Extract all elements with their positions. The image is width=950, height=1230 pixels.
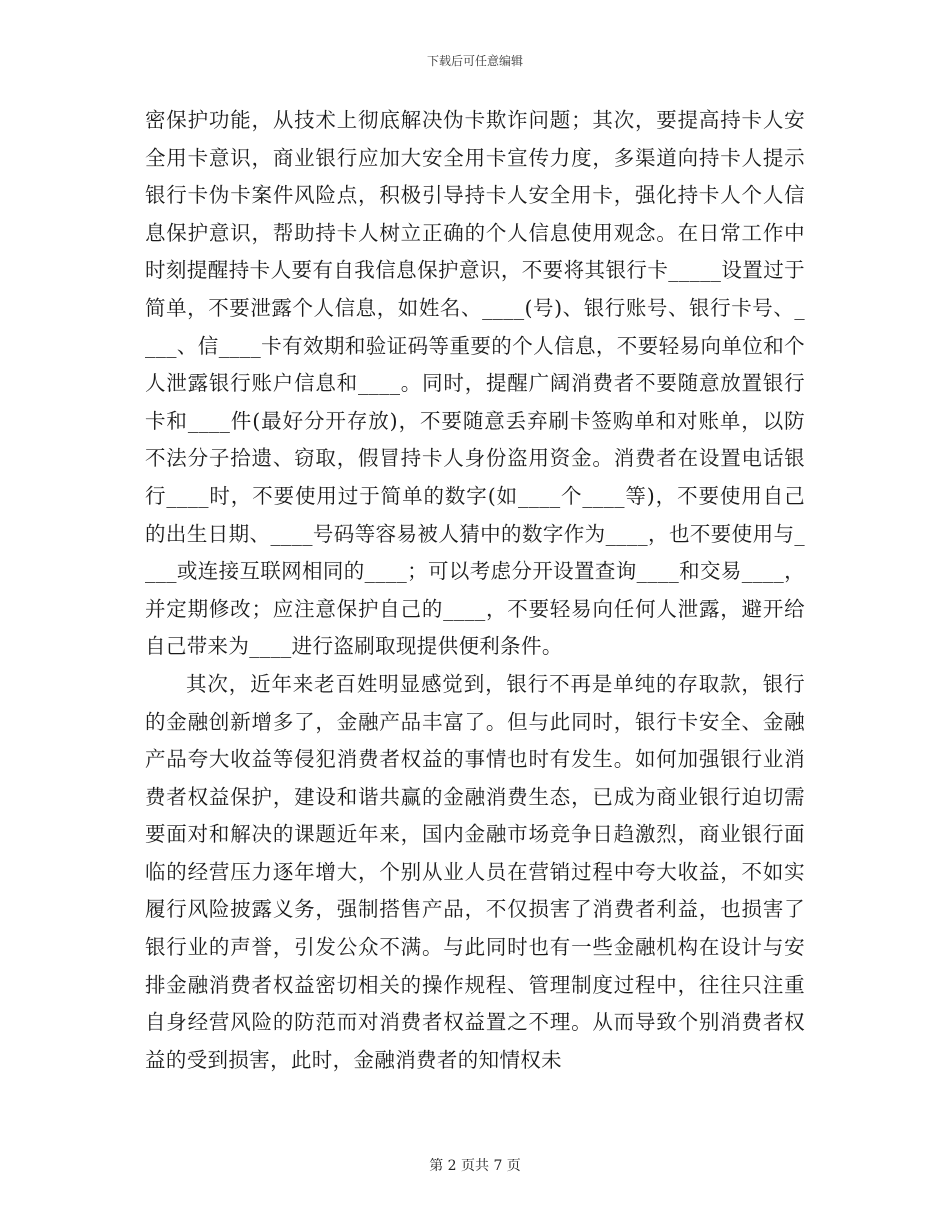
body-paragraph: 其次，近年来老百姓明显感觉到，银行不再是单纯的存取款，银行的金融创新增多了，金融产品丰富了。但与此同时，银行卡安全、金融产品夸大收益等侵犯消费者权益的事情也时有发生。如何加强银行业消费者权益保护，建设和谐共赢的金融消费生态，已成为商业银行迫切需要面对和解决的课题近年来，国内金融市场竞争日趋激烈，商业银行面临的经营压力逐年增大，个别从业人员在营销过程中夸大收益，不如实履行风险披露义务，强制搭售产品，不仅损害了消费者利益，也损害了银行业的声誉，引发公众不满。与此同时也有一些金融机构在设计与安排金融消费者权益密切相关的操作规程、管理制度过程中，往往只注重自身经营风险的防范而对消费者权益置之不理。从而导致个别消费者权益的受到损害，此时，金融消费者的知情权未: [145, 671, 805, 1072]
page-number: 第 2 页共 7 页: [429, 1158, 521, 1174]
body-paragraph: 密保护功能，从技术上彻底解决伪卡欺诈问题；其次，要提高持卡人安全用卡意识，商业银行应加大安全用卡宣传力度，多渠道向持卡人提示银行卡伪卡案件风险点，积极引导持卡人安全用卡，强化持卡人个人信息保护意识，帮助持卡人树立正确的个人信息使用观念。在日常工作中时刻提醒持卡人要有自我信息保护意识，不要将其银行卡_____设置过于简单，不要泄露个人信息，如姓名、____(号)、银行账号、银行卡号、____、信____卡有效期和验证码等重要的个人信息，不要轻易向单位和个人泄露银行账户信息和____。同时，提醒广阔消费者不要随意放置银行卡和____件(最好分开存放)，不要随意丢弃刷卡签购单和对账单，以防不法分子拾遗、窃取，假冒持卡人身份盗用资金。消费者在设置电话银行____时，不要使用过于简单的数字(如____个____等)，不要使用自己的出生日期、____号码等容易被人猜中的数字作为____，也不要使用与____或连接互联网相同的____；可以考虑分开设置查询____和交易____，并定期修改；应注意保护自己的____，不要轻易向任何人泄露，避开给自己带来为____进行盗刷取现提供便利条件。: [145, 108, 805, 659]
page-header: 下载后可任意编辑: [426, 54, 523, 68]
document-body: [145, 102, 805, 1079]
